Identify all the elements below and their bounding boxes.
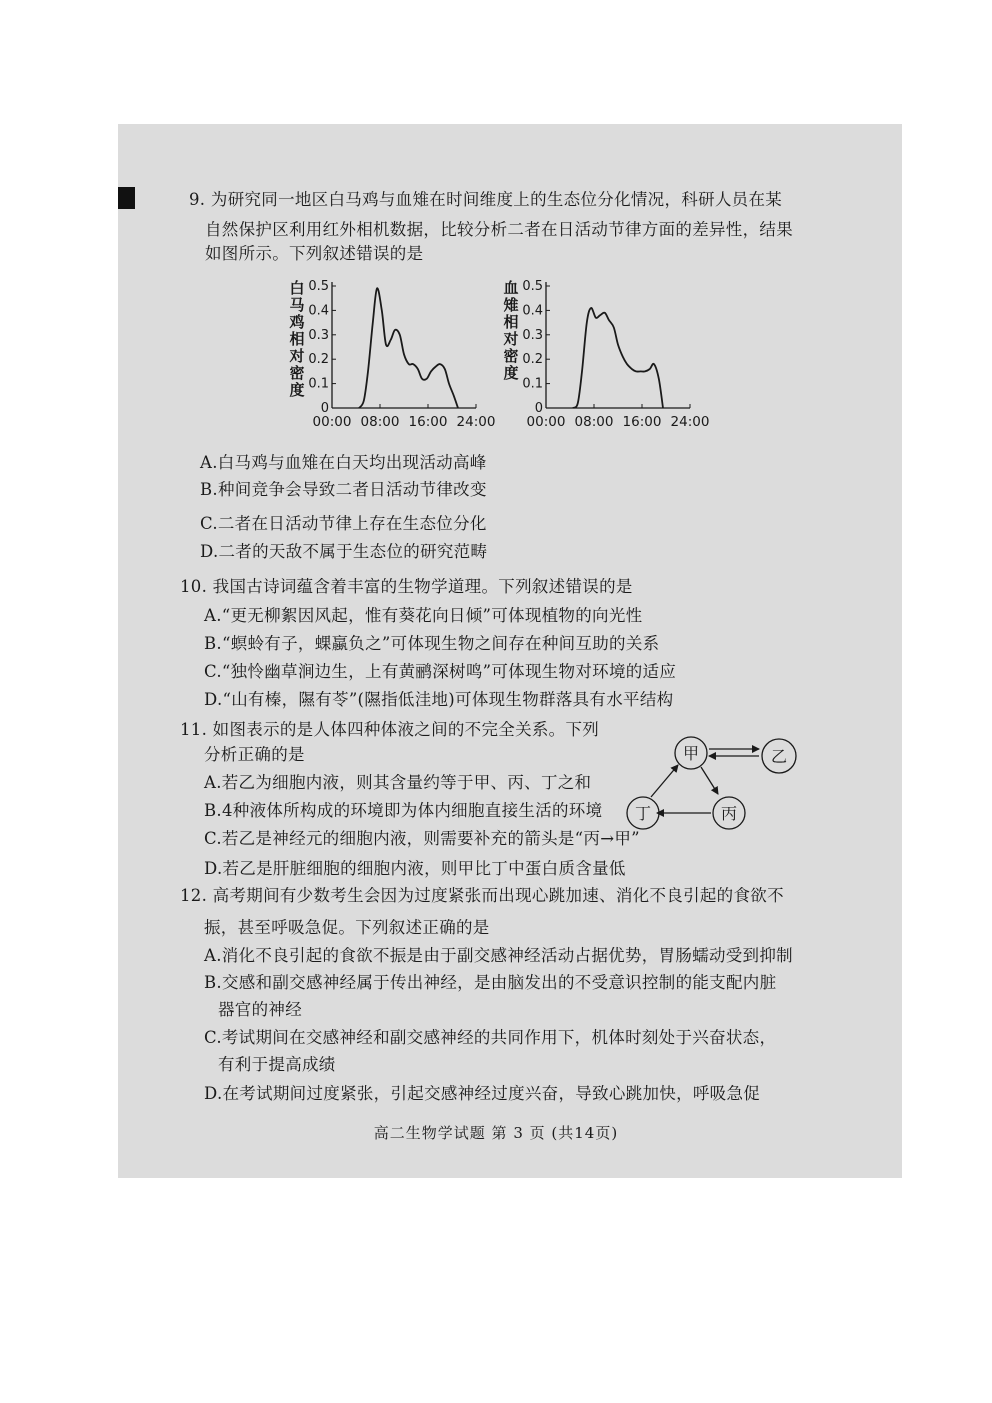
scan-marker	[118, 187, 135, 209]
chart1-ytick-label: 0.3	[308, 327, 329, 343]
q10-stem: 10. 我国古诗词蕴含着丰富的生物学道理。下列叙述错误的是	[180, 577, 633, 596]
q11-option-c: C.若乙是神经元的细胞内液，则需要补充的箭头是“丙→甲”	[204, 829, 640, 848]
q12-option-b-line-1: B.交感和副交感神经属于传出神经，是由脑发出的不受意识控制的能支配内脏	[204, 973, 777, 992]
q9-stem-line-1: 9. 为研究同一地区白马鸡与血雉在时间维度上的生态位分化情况，科研人员在某	[189, 190, 783, 209]
chart2-xtick-label: 24:00	[670, 414, 710, 430]
q9-stem-line-3: 如图所示。下列叙述错误的是	[205, 244, 424, 263]
chart1-ytick-label: 0.2	[308, 352, 329, 368]
page-footer: 高二生物学试题 第 3 页 (共14页)	[373, 1124, 619, 1142]
body-fluid-diagram-svg	[625, 733, 815, 838]
chart2-series-line	[573, 308, 663, 408]
chart1-ytick-label: 0	[320, 401, 329, 416]
q11-stem-line-1: 11. 如图表示的是人体四种体液之间的不完全关系。下列	[180, 720, 600, 739]
node-bing-label: 丙	[720, 804, 738, 823]
chart2-ytick-label: 0.4	[522, 303, 543, 319]
chart2-ytick-label: 0.5	[522, 279, 543, 294]
q11-option-b: B.4种液体所构成的环境即为体内细胞直接生活的环境	[204, 801, 603, 820]
chart2-ytick-label: 0.3	[522, 327, 543, 343]
chart2-ytick-label: 0.2	[522, 352, 543, 368]
chart1-xtick-label: 08:00	[360, 414, 400, 430]
q9-stem-line-2: 自然保护区利用红外相机数据，比较分析二者在日活动节律方面的差异性，结果	[205, 220, 793, 239]
q12-option-b-line-2: 器官的神经	[218, 1000, 302, 1019]
arrow-ding-to-jia	[651, 765, 678, 797]
chart1-series-line	[359, 288, 458, 408]
q12-option-c-line-1: C.考试期间在交感神经和副交感神经的共同作用下，机体时刻处于兴奋状态，	[204, 1028, 777, 1047]
node-jia-label: 甲	[682, 744, 700, 763]
chart2-ytick-label: 0.1	[522, 376, 543, 392]
q9-option-c: C.二者在日活动节律上存在生态位分化	[200, 514, 487, 533]
q9-option-b: B.种间竞争会导致二者日活动节律改变	[200, 480, 487, 499]
node-ding-label: 丁	[634, 804, 652, 823]
chart-blood-pheasant	[520, 278, 720, 442]
node-yi-label: 乙	[770, 747, 788, 766]
q11-option-a: A.若乙为细胞内液，则其含量约等于甲、丙、丁之和	[204, 773, 592, 792]
chart1-svg	[306, 278, 506, 438]
q11-option-d: D.若乙是肝脏细胞的细胞内液，则甲比丁中蛋白质含量低	[204, 859, 626, 878]
q10-option-c: C.“独怜幽草涧边生，上有黄鹂深树鸣”可体现生物对环境的适应	[204, 662, 677, 681]
q9-option-d: D.二者的天敌不属于生态位的研究范畴	[200, 542, 488, 561]
chart2-svg	[520, 278, 720, 438]
chart2-ylabel: 血雉相对密度	[503, 279, 519, 382]
chart2-xtick-label: 00:00	[526, 414, 566, 430]
chart2-xtick-label: 08:00	[574, 414, 614, 430]
q12-stem-line-1: 12. 高考期间有少数考生会因为过度紧张而出现心跳加速、消化不良引起的食欲不	[180, 886, 784, 905]
q11-stem-line-2: 分析正确的是	[204, 745, 305, 764]
chart1-ylabel: 白马鸡相对密度	[289, 279, 305, 399]
chart1-ytick-label: 0.1	[308, 376, 329, 392]
chart1-ytick-label: 0.5	[308, 279, 329, 294]
chart2-ytick-label: 0	[534, 401, 543, 416]
q12-option-c-line-2: 有利于提高成绩	[218, 1055, 336, 1074]
q12-option-d: D.在考试期间过度紧张，引起交感神经过度兴奋，导致心跳加快，呼吸急促	[204, 1084, 761, 1103]
q10-option-d: D.“山有榛，隰有苓”(隰指低洼地)可体现生物群落具有水平结构	[204, 690, 674, 709]
chart-white-eared-pheasant	[306, 278, 506, 442]
q10-option-a: A.“更无柳絮因风起，惟有葵花向日倾”可体现植物的向光性	[204, 606, 643, 625]
arrow-jia-to-bing	[701, 767, 718, 794]
q12-stem-line-2: 振，甚至呼吸急促。下列叙述正确的是	[204, 918, 490, 937]
chart1-ytick-label: 0.4	[308, 303, 329, 319]
chart1-xtick-label: 16:00	[408, 414, 448, 430]
q12-option-a: A.消化不良引起的食欲不振是由于副交感神经活动占据优势，胃肠蠕动受到抑制	[204, 946, 793, 965]
chart2-xtick-label: 16:00	[622, 414, 662, 430]
q9-option-a: A.白马鸡与血雉在白天均出现活动高峰	[200, 453, 487, 472]
q10-option-b: B.“螟蛉有子，蜾蠃负之”可体现生物之间存在种间互助的关系	[204, 634, 660, 653]
body-fluid-diagram	[625, 733, 815, 838]
chart1-xtick-label: 24:00	[456, 414, 496, 430]
chart1-xtick-label: 00:00	[312, 414, 352, 430]
